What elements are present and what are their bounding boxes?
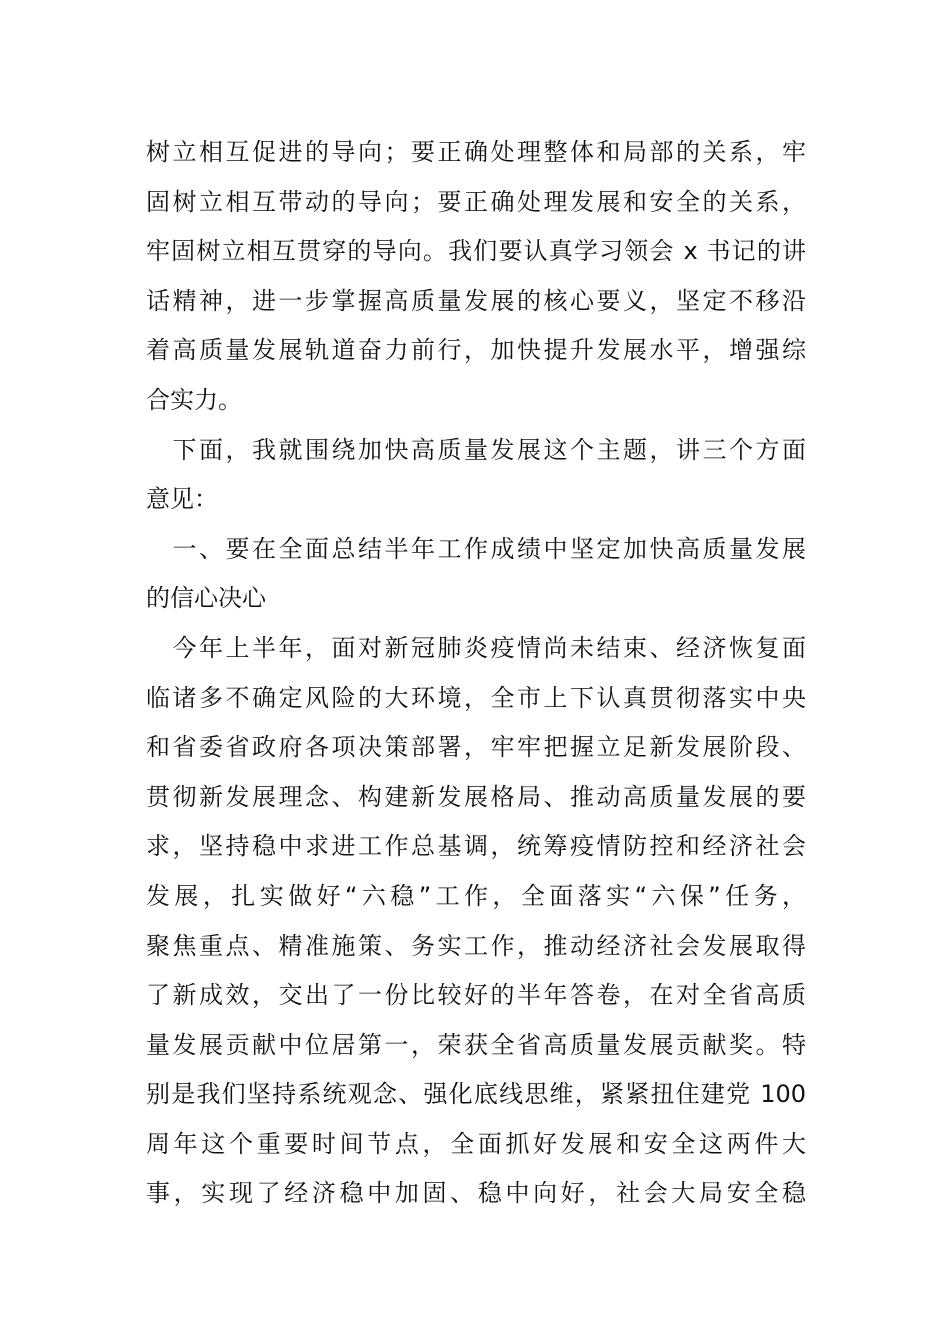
text-line: 事，实现了经济稳中加固、稳中向好，社会大局安全稳 [146,1179,806,1208]
text-line: 了新成效，交出了一份比较好的半年答卷，在对全省高质 [146,981,806,1010]
text-line: 合实力。 [146,385,242,414]
text-line: 树立相互促进的导向；要正确处理整体和局部的关系，牢 [146,138,806,166]
document-body [146,128,806,1219]
text-line: 贯彻新发展理念、构建新发展格局、推动高质量发展的要 [146,782,806,811]
text-line: 着高质量发展轨道奋力前行，加快提升发展水平，增强综 [146,336,806,365]
text-line: 别是我们坚持系统观念、强化底线思维，紧紧扭住建党 100 [146,1080,806,1109]
section-heading-line: 一、要在全面总结半年工作成绩中坚定加快高质量发展 [146,534,806,563]
text-line: 发展，扎实做好“六稳”工作，全面落实“六保”任务， [146,881,806,910]
text-line: 周年这个重要时间节点，全面抓好发展和安全这两件大 [146,1129,806,1158]
text-line: 临诸多不确定风险的大环境，全市上下认真贯彻落实中央 [146,683,806,712]
text-line: 求，坚持稳中求进工作总基调，统筹疫情防控和经济社会 [146,832,806,861]
text-line: 牢固树立相互贯穿的导向。我们要认真学习领会 x 书记的讲 [146,237,806,266]
text-line: 今年上半年，面对新冠肺炎疫情尚未结束、经济恢复面 [146,633,806,662]
text-line: 聚焦重点、精准施策、务实工作，推动经济社会发展取得 [146,931,806,960]
section-heading-line: 的信心决心 [146,584,266,613]
text-line: 下面，我就围绕加快高质量发展这个主题，讲三个方面 [146,435,806,464]
text-line: 话精神，进一步掌握高质量发展的核心要义，坚定不移沿 [146,286,806,315]
text-line: 量发展贡献中位居第一，荣获全省高质量发展贡献奖。特 [146,1030,806,1059]
text-line: 和省委省政府各项决策部署，牢牢把握立足新发展阶段、 [146,733,806,762]
text-line: 意见： [146,485,218,514]
text-line: 固树立相互带动的导向；要正确处理发展和安全的关系， [146,187,806,216]
